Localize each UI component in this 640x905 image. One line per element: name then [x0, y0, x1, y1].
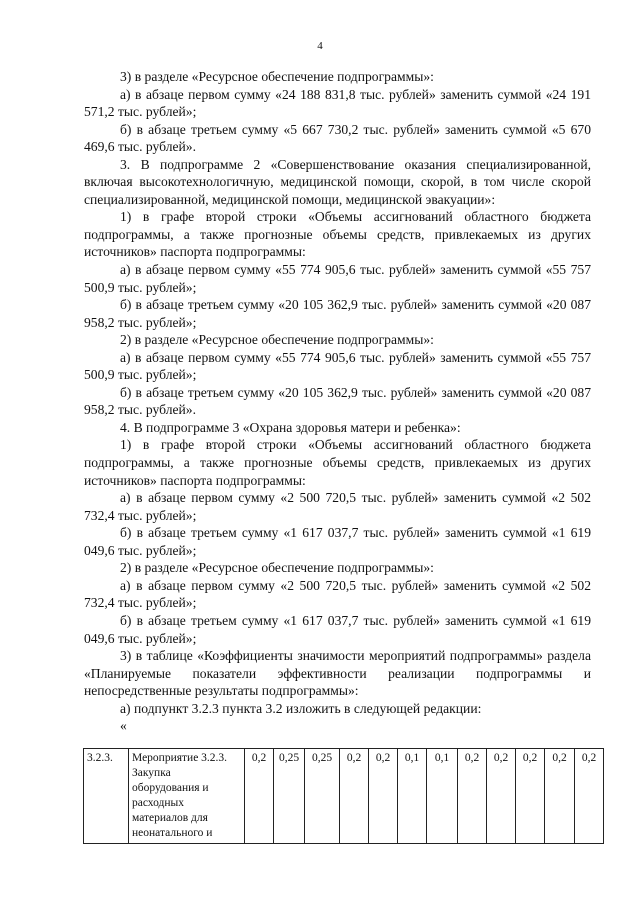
coefficient-cell: 0,1: [427, 749, 458, 844]
row-number-cell: 3.2.3.: [84, 749, 129, 844]
paragraph: 2) в разделе «Ресурсное обеспечение подпрограммы»:: [120, 332, 434, 348]
paragraph: 3) в таблице «Коэффициенты значимости мероприятий подпрограммы» раздела «Планируемые показатели эффективности реализации подпрограммы и непосредственные результаты подпрограммы»:: [84, 648, 591, 699]
row-description-cell: Мероприятие 3.2.3. Закупка оборудования и расходных материалов для неонатального и: [129, 749, 245, 844]
page-number: 4: [317, 40, 323, 52]
paragraph: 2) в разделе «Ресурсное обеспечение подпрограммы»:: [120, 560, 434, 576]
paragraph: а) в абзаце первом сумму «2 500 720,5 тыс. рублей» заменить суммой «2 502 732,4 тыс. рублей»;: [84, 577, 591, 611]
paragraph: а) в абзаце первом сумму «55 774 905,6 тыс. рублей» заменить суммой «55 757 500,9 тыс. рублей»;: [84, 349, 591, 383]
paragraph: а) подпункт 3.2.3 пункта 3.2 изложить в следующей редакции:: [120, 700, 482, 716]
coefficient-cell: 0,2: [487, 749, 516, 844]
paragraph: 3) в разделе «Ресурсное обеспечение подпрограммы»:: [120, 69, 434, 84]
coefficients-table: [83, 748, 604, 844]
opening-quote: «: [120, 718, 127, 734]
coefficient-cell: 0,2: [575, 749, 604, 844]
paragraph: б) в абзаце третьем сумму «20 105 362,9 тыс. рублей» заменить суммой «20 087 958,2 тыс. рублей»;: [84, 297, 591, 330]
coefficient-cell: 0,2: [340, 749, 369, 844]
coefficient-cell: 0,2: [369, 749, 398, 844]
paragraph: а) в абзаце первом сумму «2 500 720,5 тыс. рублей» заменить суммой «2 502 732,4 тыс. рублей»;: [84, 490, 591, 523]
paragraph: 4. В подпрограмме 3 «Охрана здоровья матери и ребенка»:: [120, 419, 461, 435]
paragraph: б) в абзаце третьем сумму «1 617 037,7 тыс. рублей» заменить суммой «1 619 049,6 тыс. рублей»;: [84, 612, 591, 646]
paragraph: 1) в графе второй строки «Объемы ассигнований областного бюджета подпрограммы, а также прогнозные объемы средств, привлекаемых из других источников» паспорта подпрограммы:: [84, 209, 591, 260]
coefficient-cell: 0,2: [545, 749, 575, 844]
paragraph: 3. В подпрограмме 2 «Совершенствование оказания специализированной, включая высокотехнологичную, медицинской помощи, скорой, в том числе скорой специализированной, медицинской помощи, медицинской эвакуации»:: [84, 156, 591, 207]
paragraph: б) в абзаце третьем сумму «1 617 037,7 тыс. рублей» заменить суммой «1 619 049,6 тыс. рублей»;: [84, 525, 591, 558]
paragraph: б) в абзаце третьем сумму «5 667 730,2 тыс. рублей» заменить суммой «5 670 469,6 тыс. рублей».: [84, 121, 591, 155]
paragraph: б) в абзаце третьем сумму «20 105 362,9 тыс. рублей» заменить суммой «20 087 958,2 тыс. рублей».: [84, 384, 591, 418]
paragraph-list: [84, 68, 591, 717]
paragraph: 1) в графе второй строки «Объемы ассигнований областного бюджета подпрограммы, а также прогнозные объемы средств, привлекаемых из других источников» паспорта подпрограммы:: [84, 437, 591, 488]
coefficient-cell: 0,1: [398, 749, 427, 844]
table-row: [84, 749, 604, 844]
coefficient-cell: 0,2: [516, 749, 545, 844]
coefficient-cell: 0,2: [245, 749, 274, 844]
coefficient-cell: 0,25: [305, 749, 340, 844]
document-body: [84, 68, 591, 734]
paragraph: а) в абзаце первом сумму «24 188 831,8 тыс. рублей» заменить суммой «24 191 571,2 тыс. рублей»;: [84, 86, 591, 120]
coefficient-cell: 0,25: [274, 749, 305, 844]
coefficient-cell: 0,2: [458, 749, 487, 844]
paragraph: а) в абзаце первом сумму «55 774 905,6 тыс. рублей» заменить суммой «55 757 500,9 тыс. рублей»;: [84, 262, 591, 295]
